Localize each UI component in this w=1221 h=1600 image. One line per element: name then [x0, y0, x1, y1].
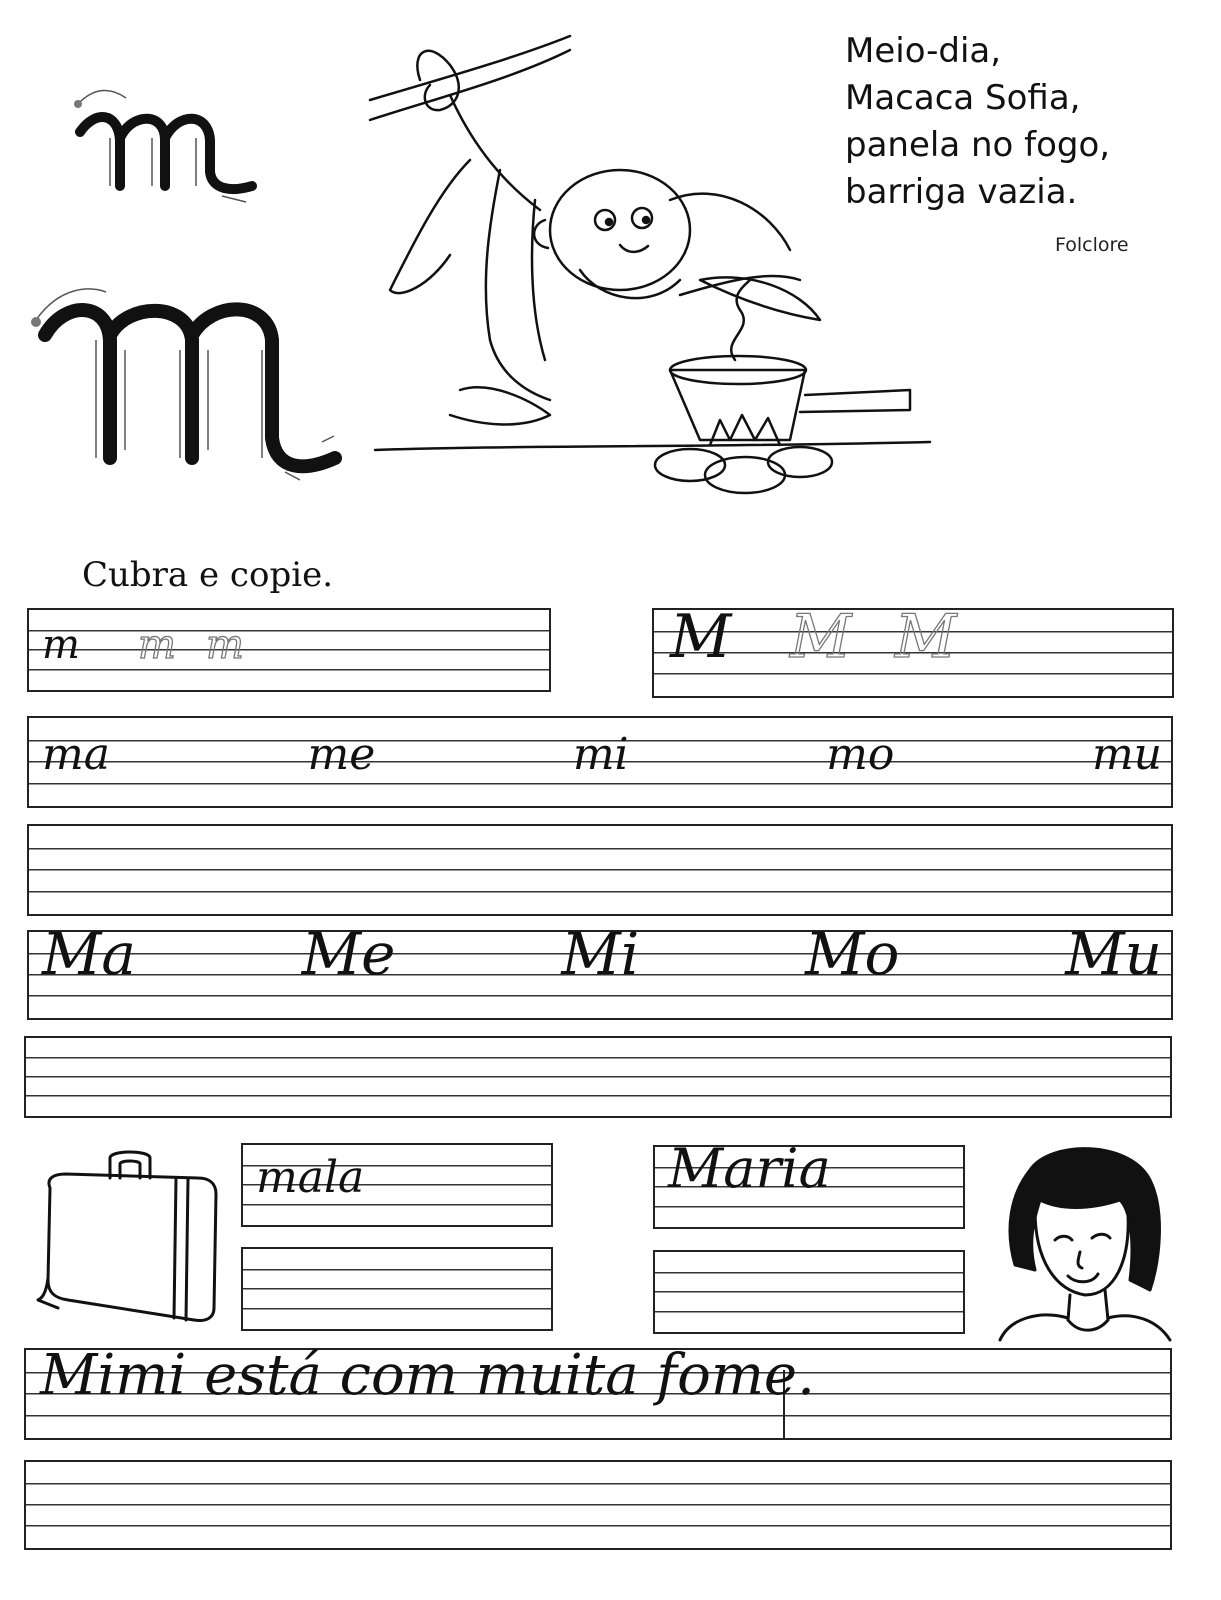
poem-line: Meio-dia,	[845, 31, 1002, 71]
syllable: ma	[42, 729, 110, 780]
syllable: mu	[1091, 729, 1162, 780]
sentence-model: Mimi está com muita fome.	[40, 1343, 815, 1408]
lowercase-syllables	[42, 729, 1162, 780]
word-mala-copy-box[interactable]	[241, 1247, 553, 1331]
syllable: Mu	[1065, 920, 1162, 988]
uppercase-m-trace: M	[790, 602, 852, 672]
uppercase-m-trace: M	[895, 602, 957, 672]
letter-m-stroke-guide-icon	[0, 0, 360, 500]
syllable: Me	[301, 920, 396, 988]
word-maria: Maria	[668, 1137, 831, 1200]
syllable: me	[307, 729, 376, 780]
blank-writing-box[interactable]	[24, 1036, 1172, 1118]
lowercase-m-model: m	[42, 622, 80, 668]
suitcase-illustration	[38, 1148, 228, 1323]
syllable: mi	[572, 729, 629, 780]
lowercase-m-trace: m	[138, 622, 176, 668]
blank-writing-box[interactable]	[27, 824, 1173, 916]
lowercase-m-trace: m	[206, 622, 244, 668]
word-maria-copy-box[interactable]	[653, 1250, 965, 1334]
girl-portrait-illustration	[980, 1140, 1180, 1340]
poem-line: barriga vazia.	[845, 172, 1078, 212]
lowercase-m-writing-box[interactable]	[27, 608, 551, 692]
syllable: Mi	[561, 920, 640, 988]
word-mala: mala	[256, 1152, 365, 1203]
uppercase-m-model: M	[670, 602, 732, 672]
poem	[845, 28, 1185, 216]
blank-writing-box[interactable]	[24, 1460, 1172, 1550]
instruction-text: Cubra e copie.	[82, 555, 334, 595]
poem-line: Macaca Sofia,	[845, 78, 1081, 118]
syllable: mo	[826, 729, 895, 780]
syllable: Ma	[42, 920, 136, 988]
poem-source: Folclore	[1055, 234, 1129, 256]
uppercase-syllables	[42, 920, 1162, 988]
poem-line: panela no fogo,	[845, 125, 1111, 165]
syllable: Mo	[805, 920, 900, 988]
